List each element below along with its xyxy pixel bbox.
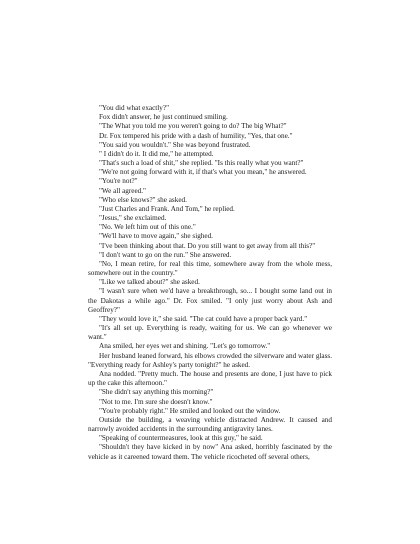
paragraph: Ana smiled, her eyes wet and shining. "Let's go tomorrow." (99, 342, 271, 351)
paragraph: "You're not?" (99, 177, 138, 186)
paragraph: Her husband leaned forward, his elbows crowded the silverware and water glass. "Everything ready for Ashley's party tonight?" he asked. (88, 351, 332, 369)
paragraph: "Jesus," she exclaimed. (99, 214, 167, 223)
paragraph: Ana nodded. "Pretty much. The house and presents are done, I just have to pick up the cake this afternoon." (88, 369, 332, 388)
paragraph: "Like we talked about?" she asked. (99, 278, 200, 287)
paragraph: "I've been thinking about that. Do you still want to get away from all this?" (99, 241, 316, 250)
paragraph: "No, I mean retire, for real this time, somewhere away from the whole mess, somewhere out in the country." (88, 259, 332, 278)
paragraph: " I didn't do it. It did me," he attempted. (99, 149, 214, 158)
paragraph: "Who else knows?" she asked. (99, 195, 187, 204)
paragraph: "You're probably right." He smiled and looked out the window. (99, 406, 281, 415)
story-text (88, 104, 332, 462)
paragraph: "Shouldn't they have kicked in by now" Ana asked, horribly fascinated by the vehicle as it careened toward them. The vehicle ricocheted off several others, (88, 443, 332, 461)
paragraph: Outside the building, a weaving vehicle distracted Andrew. It caused and narrowly avoided accidents in the surrounding antigravity lanes. (88, 415, 332, 434)
paragraph: "Not to me. I'm sure she doesn't know." (99, 397, 213, 406)
paragraph: "It's all set up. Everything is ready, waiting for us. We can go whenever we want." (88, 324, 332, 342)
paragraph: "No. We left him out of this one." (99, 223, 196, 232)
paragraph: Dr. Fox tempered his pride with a dash of humility, "Yes, that one." (99, 131, 293, 140)
paragraph: Fox didn't answer, he just continued smiling. (99, 113, 228, 122)
paragraph: "We're not going forward with it, if that's what you mean," he answered. (99, 168, 307, 177)
paragraph: "Just Charles and Frank. And Tom," he replied. (99, 204, 235, 213)
paragraph: "They would love it," she said. "The cat could have a proper back yard." (99, 314, 308, 323)
paragraph: "You did what exactly?" (99, 104, 170, 112)
paragraph: "She didn't say anything this morning?" (99, 388, 214, 397)
paragraph: "You said you wouldn't." She was beyond frustrated. (99, 140, 251, 149)
paragraph: "The What you told me you weren't going to do? The big What?" (99, 122, 287, 131)
paragraph: "We'll have to move again," she sighed. (99, 232, 213, 241)
paragraph: "We all agreed." (99, 186, 146, 195)
paragraph: "I wasn't sure when we'd have a breakthrough, so... I bought some land out in the Dakotas a while ago." Dr. Fox smiled. "I only just worry about Ash and Geoffrey?" (88, 287, 332, 314)
paragraph: "Speaking of countermeasures, look at this guy," he said. (99, 434, 263, 443)
paragraph: "That's such a load of shit," she replied. "Is this really what you want?" (99, 159, 304, 168)
paragraph: "I don't want to go on the run." She answered. (99, 250, 232, 259)
